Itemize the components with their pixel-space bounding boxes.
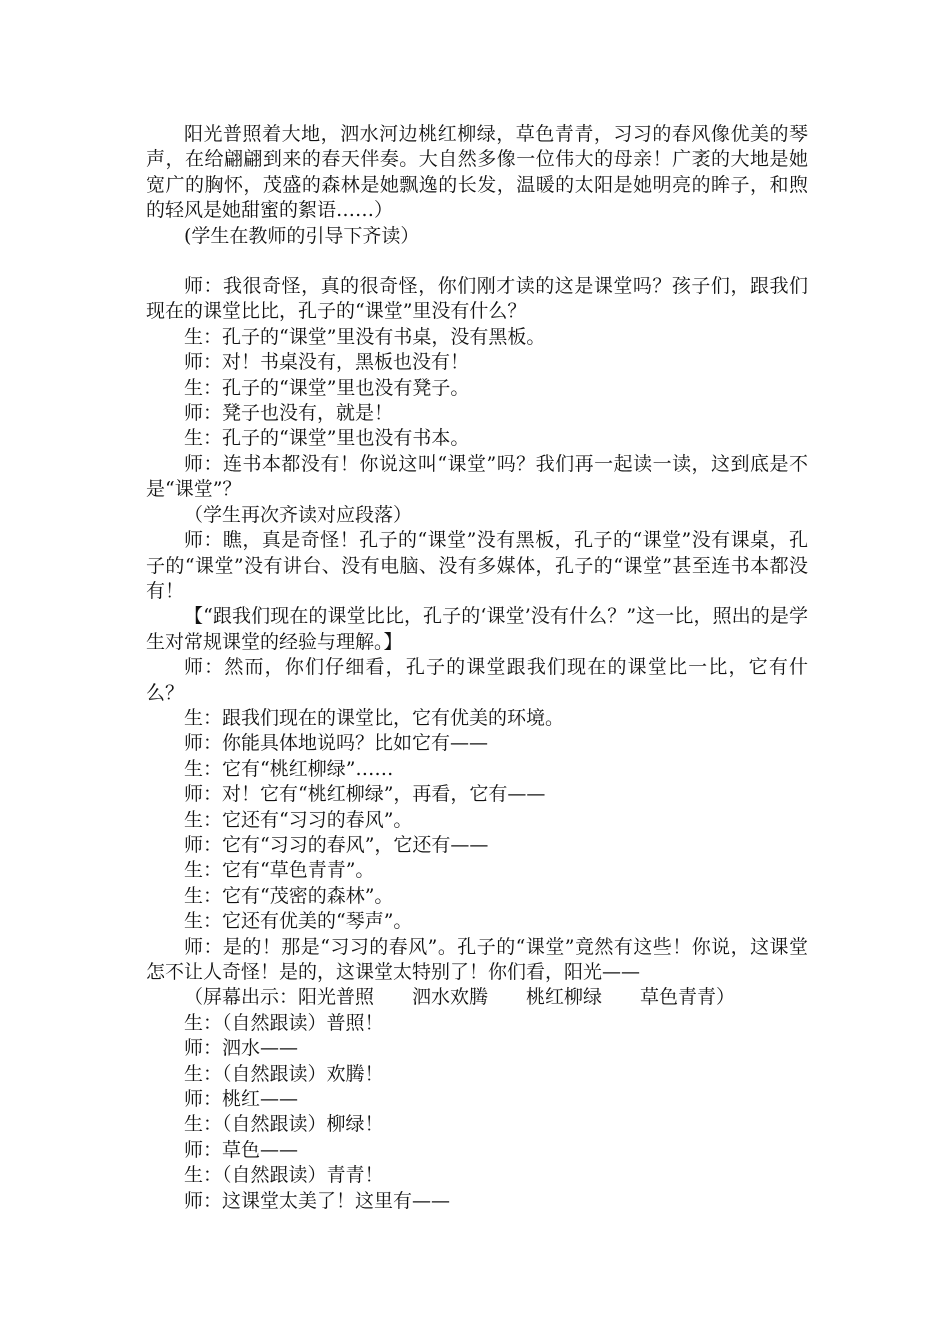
- blank-line: [146, 249, 808, 274]
- dialogue-line: 师：然而，你们仔细看，孔子的课堂跟我们现在的课堂比一比，它有什么？: [146, 656, 808, 704]
- screen-display-note: （屏幕出示：阳光普照 泗水欢腾 桃红柳绿 草色青青）: [184, 986, 736, 1009]
- dialogue-line: 师：连书本都没有！你说这叫“课堂”吗？我们再一起读一读，这到底是不是“课堂”？: [146, 452, 808, 501]
- dialogue-line: 生：（自然跟读）普照！: [184, 1011, 384, 1034]
- dialogue-line: 师：它有“习习的春风”，它还有——: [184, 833, 489, 856]
- dialogue-line: 师：你能具体地说吗？比如它有——: [184, 732, 489, 755]
- dialogue-line: 师：桃红——: [184, 1088, 299, 1111]
- dialogue-line: 生：它还有“习习的春风”。: [184, 808, 413, 831]
- dialogue-line: 师：瞧，真是奇怪！孔子的“课堂”没有黑板，孔子的“课堂”没有课桌，孔子的“课堂”没有讲台、没有电脑、没有多媒体，孔子的“课堂”甚至连书本都没有！: [146, 529, 808, 602]
- dialogue-line: 生：它有“茂密的森林”。: [184, 884, 394, 907]
- dialogue-line: 师：这课堂太美了！这里有——: [184, 1189, 451, 1212]
- dialogue-line: 生：孔子的“课堂”里也没有凳子。: [184, 376, 470, 399]
- commentary-note: 【“跟我们现在的课堂比比，孔子的‘课堂’没有什么？”这一比，照出的是学生对常规课堂的经验与理解。】: [146, 605, 808, 653]
- dialogue-line: 生：（自然跟读）欢腾！: [184, 1062, 384, 1085]
- dialogue-line: 生：孔子的“课堂”里也没有书本。: [184, 427, 470, 450]
- paragraph-intro-text: 阳光普照着大地，泗水河边桃红柳绿，草色青青，习习的春风像优美的琴声，在给翩翩到来的春天伴奏。大自然多像一位伟大的母亲！广袤的大地是她宽广的胸怀，茂盛的森林是她飘逸的长发，温暖的太阳是她明亮的眸子，和煦的轻风是她甜蜜的絮语……）: [146, 123, 808, 222]
- dialogue-line: 生：（自然跟读）青青！: [184, 1164, 384, 1187]
- dialogue-line: 生：它有“桃红柳绿”……: [184, 757, 394, 780]
- dialogue-line: 师：泗水——: [184, 1037, 299, 1060]
- dialogue-line: 生：它有“草色青青”。: [184, 859, 375, 882]
- stage-direction: （学生再次齐读对应段落）: [184, 503, 413, 526]
- dialogue-line: 生：（自然跟读）柳绿！: [184, 1113, 384, 1136]
- paragraph-stage-direction: (学生在教师的引导下齐读）: [184, 224, 420, 247]
- dialogue-line: 生：它还有优美的“琴声”。: [184, 910, 413, 933]
- dialogue-line: 师：对！书桌没有，黑板也没有！: [184, 351, 470, 374]
- dialogue-line: 师：我很奇怪，真的很奇怪，你们刚才读的这是课堂吗？孩子们，跟我们现在的课堂比比，孔子的“课堂”里没有什么？: [146, 275, 808, 323]
- document-page: [146, 122, 808, 1214]
- dialogue-line: 师：草色——: [184, 1138, 299, 1161]
- dialogue-line: 生：跟我们现在的课堂比，它有优美的环境。: [184, 706, 565, 729]
- dialogue-line: 师：是的！那是“习习的春风”。孔子的“课堂”竟然有这些！你说，这课堂怎不让人奇怪！是的，这课堂太特别了！你们看，阳光——: [146, 935, 808, 983]
- dialogue-line: 师：凳子也没有，就是！: [184, 402, 394, 425]
- dialogue-line: 师：对！它有“桃红柳绿”，再看，它有——: [184, 783, 546, 806]
- dialogue-line: 生：孔子的“课堂”里没有书桌，没有黑板。: [184, 325, 546, 348]
